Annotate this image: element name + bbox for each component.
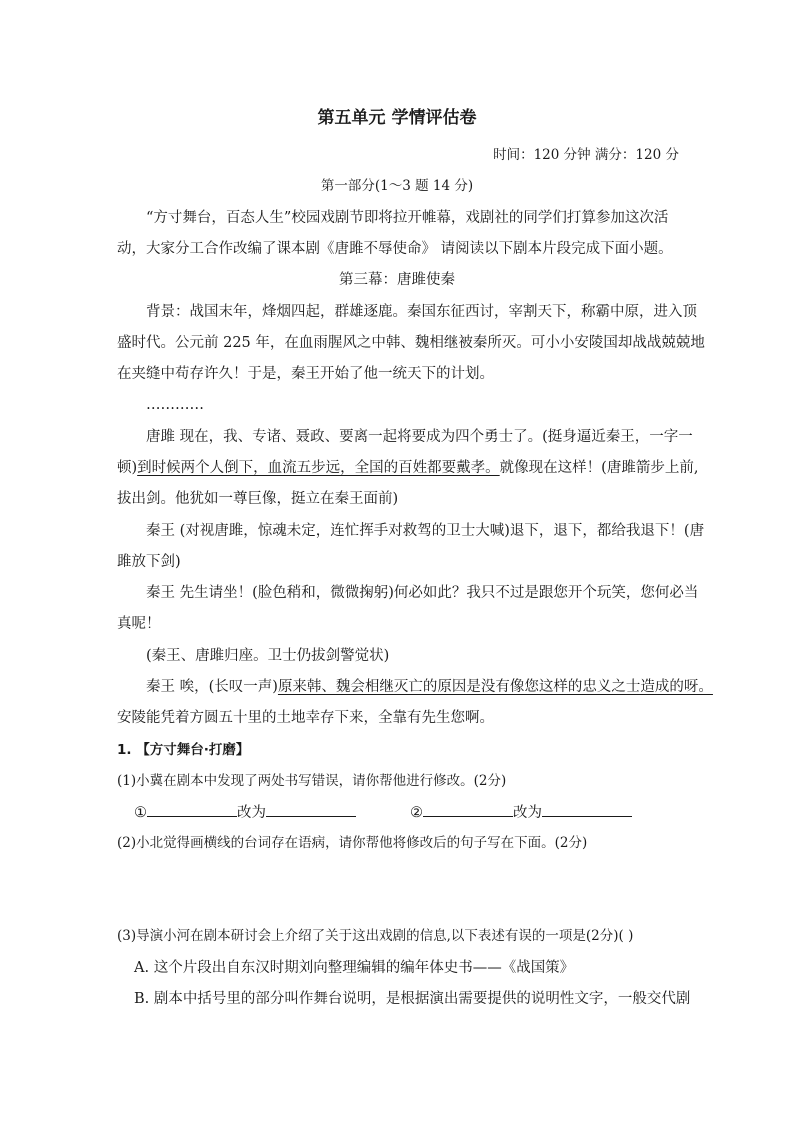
- page-title: 第五单元 学情评估卷: [317, 108, 477, 128]
- underlined-sentence-1: 到时候两个人倒下，血流五步远，全国的百姓都要戴孝。: [137, 460, 500, 476]
- question-1-3: (3)导演小河在剧本研讨会上介绍了关于这出戏剧的信息,以下表述有误的一项是(2分)( ): [117, 928, 634, 944]
- part-heading: 第一部分(1～3 题 14 分): [320, 178, 474, 194]
- qinwang-line-1b: 雎放下剑): [117, 554, 181, 570]
- answer-row-2: [410, 802, 632, 823]
- tangju-text: 就像现在这样！(唐雎箭步上前,: [499, 460, 699, 476]
- change-to-label-1: 改为: [237, 805, 266, 821]
- qinwang-line-3: [146, 677, 713, 697]
- tangju-line-2: [117, 458, 698, 478]
- option-a: A. 这个片段出自东汉时期刘向整理编辑的编年体史书——《战国策》: [134, 960, 575, 976]
- qinwang-line-1: 秦王 (对视唐雎，惊魂未定，连忙挥手对救驾的卫士大喊)退下，退下，都给我退下！(唐: [146, 523, 705, 539]
- change-to-label-2: 改为: [513, 805, 542, 821]
- question-1-label: 1. 【方寸舞台·打磨】: [117, 742, 250, 758]
- question-1: [117, 740, 249, 760]
- tangju-line-3: 拔出剑。他犹如一尊巨像，挺立在秦王面前): [117, 491, 399, 507]
- act-heading: 第三幕：唐雎使秦: [339, 272, 455, 288]
- qinwang-text: 秦王 唉，(长叹一声): [146, 679, 278, 695]
- intro-line-2: 动，大家分工合作改编了课本剧《唐雎不辱使命》 请阅读以下剧本片段完成下面小题。: [117, 241, 673, 257]
- qinwang-line-2: 秦王 先生请坐！(脸色稍和，微微掬躬)何必如此？我只不过是跟您开个玩笑，您何必当: [146, 585, 699, 601]
- tangju-line-1: 唐雎 现在，我、专诸、聂政、要离一起将要成为四个勇士了。(挺身逼近秦王，一字一: [146, 429, 693, 445]
- ellipsis: …………: [146, 397, 204, 413]
- background-line-3: 在夹缝中苟存许久！于是，秦王开始了他一统天下的计划。: [117, 366, 494, 382]
- exam-meta: 时间：120 分钟 满分：120 分: [493, 147, 679, 163]
- answer-blank-2b[interactable]: [542, 802, 632, 817]
- circle-2: ②: [410, 805, 423, 821]
- circle-1: ①: [134, 805, 147, 821]
- answer-blank-2a[interactable]: [423, 802, 513, 817]
- intro-line-1: “方寸舞台，百态人生”校园戏剧节即将拉开帷幕，戏剧社的同学们打算参加这次活: [146, 210, 669, 226]
- option-b: B. 剧本中括号里的部分叫作舞台说明，是根据演出需要提供的说明性文字，一般交代剧: [134, 991, 691, 1007]
- stage-direction: (秦王、唐雎归座。卫士仍拔剑警觉状): [146, 648, 390, 664]
- background-line-2: 盛时代。公元前 225 年，在血雨腥风之中韩、魏相继被秦所灭。可小小安陵国却战战兢兢地: [117, 335, 705, 351]
- answer-row: [134, 802, 356, 823]
- answer-blank-1b[interactable]: [266, 802, 356, 817]
- tangju-text: 顿): [117, 460, 138, 476]
- qinwang-line-3b: 安陵能凭着方圆五十里的土地幸存下来，全靠有先生您啊。: [117, 710, 494, 726]
- question-1-1: (1)小冀在剧本中发现了两处书写错误，请你帮他进行修改。(2分): [117, 773, 507, 789]
- answer-blank-1a[interactable]: [147, 802, 237, 817]
- background-line-1: 背景：战国末年，烽烟四起，群雄逐鹿。秦国东征西讨，宰割天下，称霸中原，进入顶: [146, 304, 697, 320]
- question-1-2: (2)小北觉得画横线的台词存在语病，请你帮他将修改后的句子写在下面。(2分): [117, 835, 588, 851]
- qinwang-line-2b: 真呢！: [117, 616, 161, 632]
- underlined-sentence-2: 原来韩、魏会相继灭亡的原因是没有像您这样的忠义之士造成的呀。: [277, 679, 713, 695]
